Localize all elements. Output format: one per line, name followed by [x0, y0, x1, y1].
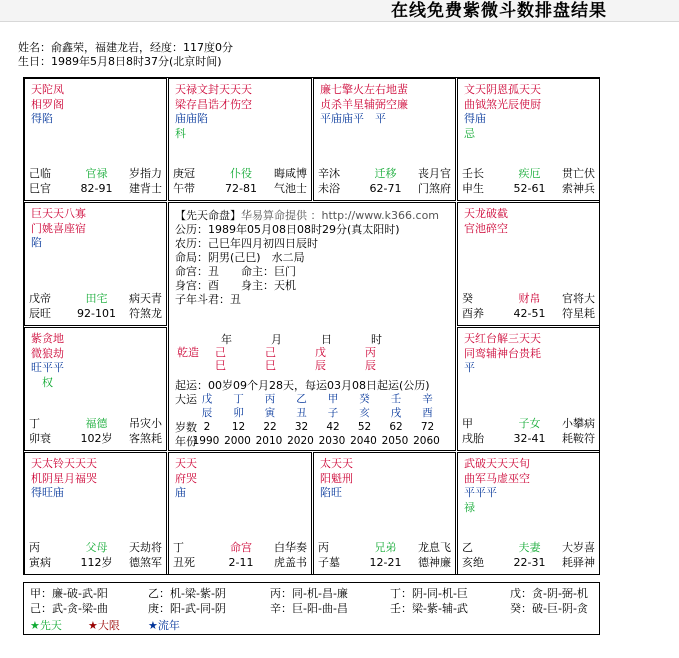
palace-name: 夫妻: [518, 541, 541, 554]
star-line: 紫贪地: [31, 332, 64, 345]
palace-cell: [24, 202, 167, 326]
palace-branch: 酉养: [462, 307, 484, 320]
palace-cell: [457, 78, 600, 201]
palace-stem: 戊帝: [29, 292, 51, 305]
palace-branch: 辰旺: [29, 307, 51, 320]
palace-gods-1: 大岁喜: [562, 541, 595, 554]
palace-branch: 巳官: [29, 182, 51, 195]
star-line: 太天天: [320, 457, 353, 470]
qiyun-line: 起运：00岁09个月28天，每运03月08日起运(公历): [175, 379, 430, 392]
dayun-branch: 寅: [264, 407, 276, 419]
star-line: 陷旺: [320, 486, 342, 499]
palace-cell: [168, 452, 312, 575]
palace-stars: [464, 457, 596, 515]
palace-footer: [462, 166, 597, 197]
palace-name: 福德: [85, 417, 108, 430]
star-line: 平庙庙平 平: [320, 112, 386, 125]
sihua-entry: 丙：同-机-昌-廉: [270, 587, 348, 600]
star-line: 庙庙陷: [175, 112, 208, 125]
sihua-entry: 庚：阳-武-同-阴: [148, 602, 226, 615]
dayun-stem: 乙: [296, 393, 307, 405]
sihua-entry: 乙：机-梁-紫-阴: [148, 587, 226, 600]
palace-stars: [31, 83, 163, 127]
star-line: 曲钺煞光辰使厨: [464, 97, 541, 111]
dayun-age: 42: [326, 421, 340, 433]
dayun-stem: 丙: [264, 393, 276, 405]
star-line: 天禄文封天天天: [175, 83, 252, 96]
sihua-entry: 己：武-贪-梁-曲: [30, 602, 108, 615]
star-line: 科: [175, 126, 186, 140]
palace-name: 疾厄: [518, 167, 541, 180]
palace-age-range: 12-21: [369, 556, 402, 569]
star-line: 禄: [464, 500, 475, 514]
palace-stars: [175, 457, 308, 501]
dayun-age: 22: [263, 421, 277, 433]
sihua-entry: 戊：贪-阴-弼-机: [510, 587, 588, 600]
palace-stem: 丁: [29, 417, 40, 430]
dayun-branch: 辰: [201, 407, 213, 419]
palace-footer: [173, 166, 309, 197]
palace-age-range: 52-61: [513, 182, 546, 195]
star-line: 同鸾辅神台贵耗: [464, 346, 541, 360]
palace-stem: 甲: [462, 417, 473, 430]
palace-stars: [464, 332, 596, 376]
star-line: 贞杀羊星辅弼空廉: [320, 97, 408, 111]
dayun-stem: 丁: [233, 393, 244, 405]
palace-stem: 庚冠: [173, 167, 195, 180]
dayun-stem: 癸: [359, 393, 370, 405]
star-line: 府哭: [175, 471, 197, 485]
palace-gods-1: 晦咸博: [274, 167, 307, 180]
star-line: 天红台解三天天: [464, 332, 541, 345]
palace-name: 官禄: [85, 167, 108, 180]
dayun-row-label: 年份: [175, 435, 197, 448]
palace-stars: [31, 207, 163, 251]
star-line: 文天阴恩孤天天: [464, 83, 541, 96]
bazi-branch: 巳: [215, 359, 226, 372]
bazi-stem: 己: [215, 346, 226, 359]
star-line: 武破天天天旬: [464, 457, 530, 470]
palace-branch: 丑死: [173, 556, 195, 569]
palace-gods-2: 索神兵: [562, 182, 595, 195]
palace-stars: [320, 83, 452, 127]
dayun-year: 2050: [381, 435, 409, 447]
palace-age-range: 92-101: [77, 307, 116, 320]
palace-gods-2: 耗驿神: [562, 556, 595, 569]
palace-branch: 申生: [462, 182, 484, 195]
palace-age-range: 102岁: [80, 432, 113, 445]
legend-item: ★先天: [30, 619, 62, 632]
palace-age-range: 82-91: [80, 182, 113, 195]
palace-stars: [464, 207, 596, 236]
dayun-year: 2060: [413, 435, 440, 447]
dayun-branch: 卯: [233, 407, 244, 419]
dayun-age: 52: [357, 421, 372, 433]
dayun-age: 12: [231, 421, 246, 433]
bazi-label: 乾造: [177, 346, 199, 359]
bazi-header: 月: [271, 333, 282, 346]
palace-gods-1: 贯亡伏: [562, 167, 595, 180]
palace-gods-1: 病天青: [129, 292, 162, 305]
palace-gods-1: 小攀病: [562, 417, 595, 430]
palace-footer: [29, 166, 164, 197]
dayun-stem: 辛: [422, 393, 433, 405]
star-line: 忌: [464, 126, 475, 140]
star-line: 机阴星月福哭: [31, 471, 97, 485]
palace-cell: [24, 78, 167, 201]
dayun-branch: 子: [327, 407, 339, 419]
dayun-row-label: 岁数: [175, 421, 197, 434]
palace-cell: [168, 78, 312, 201]
palace-gods-2: 门煞府: [418, 182, 451, 195]
palace-cell: [457, 327, 600, 451]
palace-gods-2: 德神廉: [418, 556, 451, 569]
palace-stem: 丙: [29, 541, 40, 554]
palace-name: 子女: [518, 417, 541, 430]
palace-stars: [31, 457, 163, 501]
palace-name: 仆役: [230, 167, 252, 180]
star-line: 天陀凤: [31, 83, 64, 96]
ming-ju: 命局：阴男(己巳) 水二局: [175, 251, 305, 264]
palace-age-range: 32-41: [513, 432, 546, 445]
ming-gong: 命宫：丑 命主：巨门: [175, 265, 296, 278]
star-line: 平平平: [464, 486, 497, 499]
ziwei-chart: [23, 77, 600, 575]
bazi-header: 日: [321, 333, 332, 346]
dayun-year: 2000: [224, 435, 251, 447]
legend-item: ★流年: [148, 619, 180, 632]
palace-branch: 戌胎: [462, 432, 484, 445]
palace-gods-2: 虎盖书: [274, 556, 307, 569]
palace-age-range: 62-71: [369, 182, 402, 195]
palace-gods-2: 符煞龙: [129, 307, 162, 320]
center-info-panel: [168, 202, 456, 451]
palace-footer: [462, 291, 597, 322]
bazi-stem: 丙: [365, 346, 376, 359]
bazi-branch: 辰: [315, 359, 326, 372]
star-line: 微狼劫: [31, 346, 64, 360]
palace-gods-1: 岁指力: [129, 167, 162, 180]
dayun-branch: 戌: [390, 407, 402, 419]
palace-gods-2: 耗鞍符: [562, 432, 595, 445]
star-line: 梁存昌诰才伤空: [175, 97, 252, 111]
dayun-year: 2010: [255, 435, 283, 447]
star-line: 庙: [175, 486, 186, 499]
bazi-stem: 戊: [315, 346, 326, 359]
palace-footer: [318, 166, 453, 197]
star-line: 巨天天八寡: [31, 207, 86, 220]
palace-footer: [29, 416, 164, 447]
sihua-table: [23, 582, 600, 635]
dayun-age: 32: [294, 421, 309, 433]
star-line: 天天: [175, 457, 197, 470]
palace-gods-2: 建背士: [129, 182, 162, 195]
solar-date: 公历：1989年05月08日08时29分(真太阳时): [175, 223, 400, 236]
star-line: 得庙: [464, 112, 486, 125]
palace-gods-1: 吊灾小: [129, 417, 162, 430]
bazi-branch: 辰: [365, 359, 376, 372]
palace-stars: [31, 332, 163, 390]
dayun-age: 2: [203, 421, 211, 433]
dayun-year: 1990: [192, 435, 220, 447]
dayun-age: 62: [389, 421, 403, 433]
page-title: 在线免费紫微斗数排盘结果: [391, 1, 607, 21]
palace-cell: [313, 452, 456, 575]
bazi-header: 时: [371, 333, 382, 346]
sihua-entry: 壬：梁-紫-辅-武: [390, 602, 468, 615]
sihua-entry: 癸：破-巨-阴-贪: [510, 602, 588, 615]
palace-gods-2: 客煞耗: [129, 432, 162, 445]
star-line: 得旺庙: [31, 486, 64, 499]
dou-jun: 子年斗君：丑: [175, 293, 241, 306]
palace-branch: 子墓: [318, 556, 340, 569]
provider-link[interactable]: 华易算命提供 ：http://www.k366.com: [241, 209, 440, 222]
palace-cell: [24, 327, 167, 451]
palace-footer: [318, 540, 453, 571]
bazi-branch: 巳: [265, 359, 276, 372]
star-line: 官池碎空: [464, 221, 508, 235]
palace-cell: [313, 78, 456, 201]
birth-line: 生日：1989年5月8日8时37分(北京时间): [18, 55, 222, 68]
sihua-entry: 丁：阴-同-机-巨: [390, 587, 468, 600]
shen-gong: 身宫：酉 身主：天机: [175, 279, 296, 292]
bazi-stem: 己: [265, 346, 276, 359]
dayun-branch: 酉: [422, 407, 433, 419]
legend-item: ★大限: [88, 619, 120, 632]
star-line: 曲军马虚巫空: [464, 471, 530, 485]
palace-stem: 壬长: [462, 167, 484, 180]
dayun-branch: 丑: [296, 407, 307, 419]
dayun-stem: 甲: [327, 393, 339, 405]
star-line: 得陷: [31, 112, 53, 125]
palace-footer: [29, 540, 164, 571]
person-info: [18, 41, 233, 69]
palace-name: 命宫: [230, 541, 252, 554]
palace-age-range: 22-31: [513, 556, 546, 569]
palace-stem: 己临: [29, 167, 51, 180]
palace-cell: [457, 452, 600, 575]
center-heading: 【先天命盘】: [175, 209, 241, 222]
palace-branch: 亥绝: [462, 556, 484, 569]
star-line: 廉七擎火左右地蜚: [320, 83, 408, 96]
palace-branch: 卯衰: [29, 432, 51, 445]
palace-stars: [320, 457, 452, 501]
palace-name: 父母: [85, 541, 108, 554]
star-line: 相罗阁: [31, 97, 64, 111]
palace-gods-1: 天劫将: [129, 541, 162, 554]
palace-stem: 丙: [318, 541, 329, 554]
star-line: 天太铃天天天: [31, 457, 97, 470]
dayun-branch: 亥: [359, 407, 370, 419]
sihua-entry: 甲：廉-破-武-阳: [30, 587, 108, 600]
palace-gods-1: 丧月官: [418, 167, 451, 180]
palace-name: 兄弟: [374, 541, 397, 554]
palace-gods-2: 德煞军: [129, 556, 162, 569]
palace-footer: [173, 540, 309, 571]
star-line: 陷: [31, 236, 42, 249]
dayun-stem: 壬: [390, 393, 402, 405]
name-line: 姓名：俞鑫荣，福建龙岩，经度：117度0分: [18, 41, 233, 54]
palace-stem: 辛沐: [318, 167, 340, 180]
dayun-age: 72: [420, 421, 435, 433]
palace-footer: [29, 291, 164, 322]
star-line: 权: [31, 375, 53, 389]
palace-age-range: 2-11: [228, 556, 254, 569]
palace-stem: 乙: [462, 541, 473, 554]
palace-footer: [462, 540, 597, 571]
palace-age-range: 72-81: [225, 182, 257, 195]
palace-branch: 未浴: [318, 182, 340, 195]
dayun-year: 2020: [287, 435, 314, 447]
palace-cell: [24, 452, 167, 575]
star-line: 旺平平: [31, 361, 64, 374]
bazi-header: 年: [221, 333, 232, 346]
palace-gods-2: 气池士: [274, 182, 307, 195]
palace-cell: [457, 202, 600, 326]
palace-stem: 丁: [173, 541, 184, 554]
palace-stem: 癸: [462, 292, 473, 305]
palace-branch: 午带: [173, 182, 195, 195]
lunar-date: 农历：己巳年四月初四日辰时: [175, 237, 318, 250]
star-line: 门姚喜座宿: [31, 221, 86, 235]
palace-age-range: 42-51: [513, 307, 546, 320]
palace-gods-2: 符星耗: [562, 307, 595, 320]
star-line: 平: [464, 361, 475, 374]
palace-gods-1: 官将大: [562, 292, 595, 305]
palace-branch: 寅病: [29, 556, 51, 569]
page-header: [0, 0, 679, 22]
dayun-row-label: 大运: [175, 393, 197, 406]
dayun-stem: 戊: [201, 393, 213, 405]
palace-name: 财帛: [518, 292, 541, 305]
palace-gods-1: 龙息飞: [418, 541, 451, 554]
dayun-year: 2040: [350, 435, 377, 447]
palace-footer: [462, 416, 597, 447]
palace-stars: [464, 83, 596, 141]
palace-age-range: 112岁: [80, 556, 113, 569]
star-line: 阳魁刑: [320, 471, 353, 485]
palace-gods-1: 白华奏: [274, 541, 307, 554]
dayun-year: 2030: [318, 435, 346, 447]
palace-name: 迁移: [374, 167, 397, 180]
star-line: 天龙破截: [464, 207, 508, 220]
palace-stars: [175, 83, 308, 141]
sihua-entry: 辛：巨-阳-曲-昌: [270, 602, 348, 615]
palace-name: 田宅: [85, 292, 108, 305]
